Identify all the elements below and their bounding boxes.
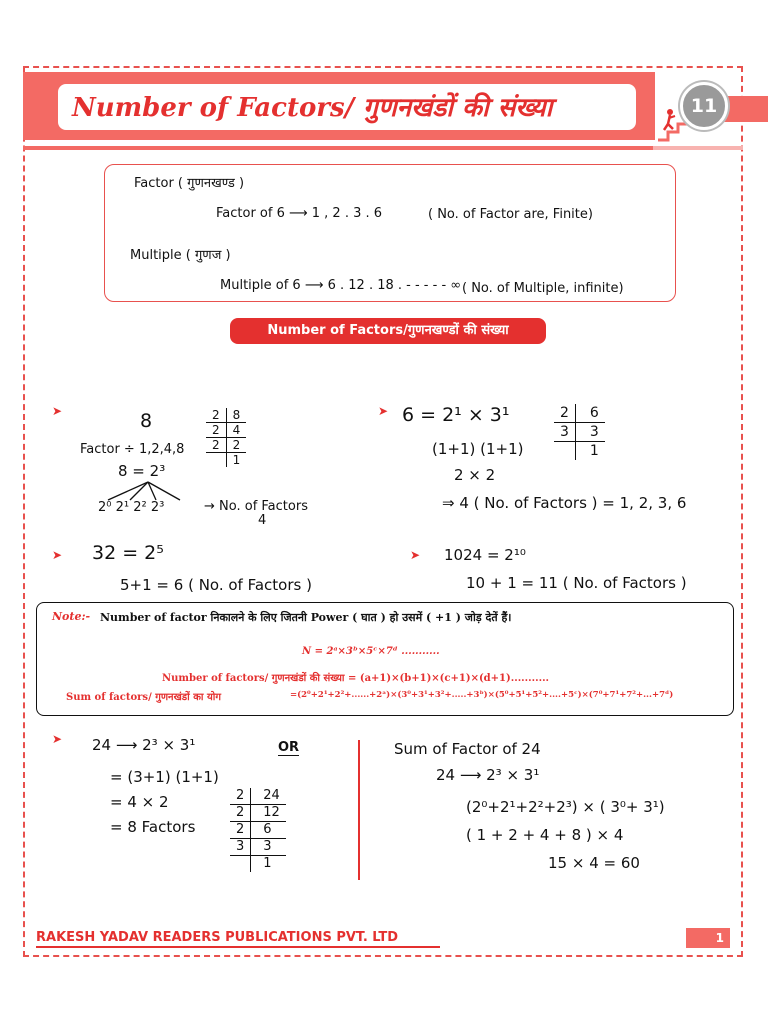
ex3-line1: 32 = 2⁵ [92, 542, 164, 564]
ex1-division-table [206, 408, 246, 467]
section-banner: Number of Factors/गुणनखण्डों की संख्या [230, 318, 546, 344]
publisher-name: RAKESH YADAV READERS PUBLICATIONS PVT. LTD [36, 930, 399, 945]
table-cell: 4 [226, 423, 246, 438]
br-title: Sum of Factor of 24 [394, 740, 541, 758]
ex1-number: 8 [140, 410, 153, 432]
bl-line1: 24 ⟶ 2³ × 3¹ [92, 736, 196, 754]
bl-or-label: OR [278, 740, 300, 755]
table-cell: 6 [575, 404, 604, 423]
note-sum-label: Sum of factors/ गुणनखंडों का योग [66, 692, 221, 703]
ex1-power: 8 = 2³ [118, 462, 166, 480]
column-divider [358, 740, 360, 880]
bullet-arrow-icon: ➤ [52, 548, 63, 562]
ex4-line2: 10 + 1 = 11 ( No. of Factors ) [466, 574, 687, 592]
table-cell: 1 [263, 856, 272, 871]
factor-note: ( No. of Factor are, Finite) [428, 207, 593, 222]
table-cell: 1 [589, 443, 599, 459]
bullet-arrow-icon: ➤ [52, 732, 63, 746]
table-cell: 2 [226, 438, 246, 453]
bl-line4: = 8 Factors [110, 818, 196, 836]
footer-underline [36, 946, 440, 948]
table-cell: 12 [251, 805, 286, 822]
ex1-result-value: 4 [258, 513, 267, 528]
table-cell: 3 [230, 839, 251, 856]
note-text: Number of factor निकालने के लिए जितनी Power ( घात ) हो उसमें ( +1 ) जोड़ देतें हैं। [100, 611, 512, 624]
note-formula-n: N = 2ᵃ×3ᵇ×5ᶜ×7ᵈ ........... [302, 646, 440, 657]
bl-line3: = 4 × 2 [110, 793, 169, 811]
header-underline [23, 146, 653, 150]
note-label: Note:- [52, 610, 91, 623]
table-cell [230, 856, 251, 873]
table-cell: 2 [230, 805, 251, 822]
multiple-heading: Multiple ( गुणज ) [130, 248, 231, 263]
table-cell: 1 [232, 453, 241, 467]
table-cell: 3 [575, 423, 604, 442]
ex2-division-table [554, 404, 605, 460]
ex2-line2: (1+1) (1+1) [432, 440, 524, 458]
table-cell: 3 [554, 423, 575, 442]
multiple-example: Multiple of 6 ⟶ 6 . 12 . 18 . - - - - - ∞ [220, 278, 462, 293]
bullet-arrow-icon: ➤ [410, 548, 421, 562]
table-cell: 2 [206, 408, 226, 423]
page-title: Number of Factors/ गुणनखंडों की संख्या [72, 93, 553, 123]
table-cell: 2 [206, 423, 226, 438]
table-cell: 2 [230, 788, 251, 805]
ex2-line1: 6 = 2¹ × 3¹ [402, 404, 510, 426]
bullet-arrow-icon: ➤ [378, 404, 389, 418]
multiple-note: ( No. of Multiple, infinite) [462, 281, 624, 296]
ex1-powers-list: 2⁰ 2¹ 2² 2³ [98, 500, 165, 515]
table-cell: 3 [251, 839, 286, 856]
br-line1: 24 ⟶ 2³ × 3¹ [436, 766, 540, 784]
header-underline-light [653, 146, 743, 150]
table-cell [206, 453, 226, 468]
note-sum-formula: =(2⁰+2¹+2²+......+2ᵃ)×(3⁰+3¹+3²+.....+3ᵇ)×(5⁰+5¹+5²+....+5ᶜ)×(7⁰+7¹+7²+...+7ᵈ) [290, 690, 674, 700]
table-cell [554, 442, 575, 461]
br-line2: (2⁰+2¹+2²+2³) × ( 3⁰+ 3¹) [466, 798, 665, 816]
table-cell: 2 [554, 404, 575, 423]
chapter-number-badge: 11 [680, 82, 728, 130]
table-cell: 6 [251, 822, 286, 839]
page-number: 1 [686, 928, 730, 948]
ex1-branch-lines [100, 480, 190, 502]
ex3-line2: 5+1 = 6 ( No. of Factors ) [120, 576, 312, 594]
ex4-line1: 1024 = 2¹⁰ [444, 546, 526, 564]
factor-example: Factor of 6 ⟶ 1 , 2 . 3 . 6 [216, 206, 383, 221]
factor-heading: Factor ( गुणनखण्ड ) [134, 176, 245, 191]
bullet-arrow-icon: ➤ [52, 404, 63, 418]
bl-division-table [230, 788, 286, 872]
ex2-line4: ⇒ 4 ( No. of Factors ) = 1, 2, 3, 6 [442, 494, 687, 512]
table-cell: 24 [251, 788, 286, 805]
ex2-line3: 2 × 2 [454, 466, 496, 484]
ex1-result: → No. of Factors [204, 499, 308, 514]
ex1-factors: Factor ÷ 1,2,4,8 [80, 442, 185, 457]
br-line4: 15 × 4 = 60 [548, 854, 640, 872]
br-line3: ( 1 + 2 + 4 + 8 ) × 4 [466, 826, 624, 844]
bl-line2: = (3+1) (1+1) [110, 768, 219, 786]
table-cell: 2 [206, 438, 226, 453]
table-cell: 8 [226, 408, 246, 423]
table-cell: 2 [230, 822, 251, 839]
note-number-of-factors: Number of factors/ गुणनखंडों की संख्या = (a+1)×(b+1)×(c+1)×(d+1)........... [162, 673, 550, 684]
